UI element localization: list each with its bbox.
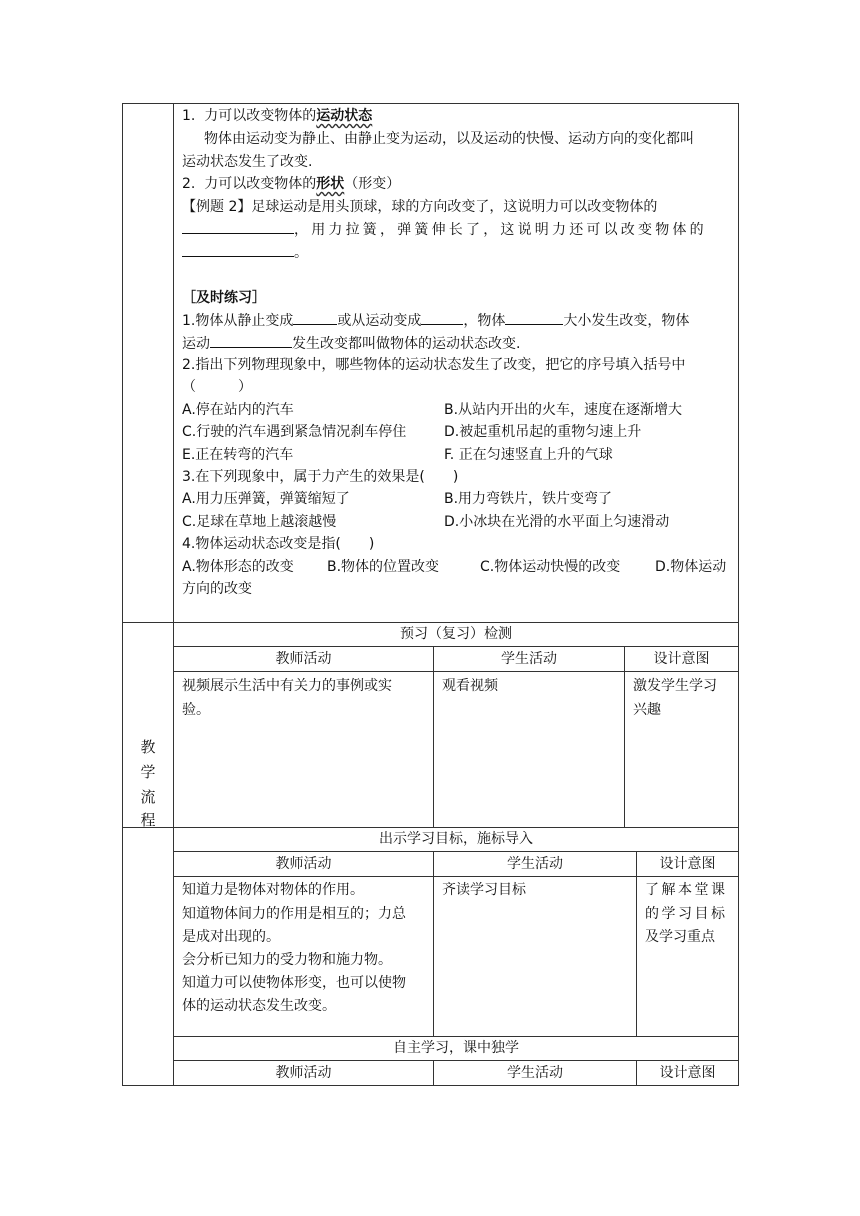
section-1-intent-text: 激发学生学习 — [633, 678, 717, 694]
section-1-title: 预习（复习）检测 — [173, 622, 739, 647]
question-2-option-e: E.正在转弯的汽车 — [182, 447, 294, 463]
question-2-option-d: D.被起重机吊起的重物匀速上升 — [444, 424, 642, 440]
answer-blank[interactable] — [210, 332, 292, 348]
example-line-1: 【例题 2】足球运动是用头顶球，球的方向改变了，这说明力可以改变物体的 — [182, 199, 658, 215]
section-2-title: 出示学习目标，施标导入 — [173, 827, 739, 852]
top-left-cell — [122, 103, 174, 623]
question-2-line-1: 2.指出下列物理现象中，哪些物体的运动状态发生了改变，把它的序号填入括号中 — [182, 357, 686, 373]
question-4-option-c: C.物体运动快慢的改变 — [480, 559, 621, 575]
section-2-teacher-text: 知道力是物体对物体的作用。 — [182, 882, 364, 898]
section-3-title: 自主学习，课中独学 — [173, 1036, 739, 1061]
question-3: 3.在下列现象中，属于力产生的效果是( ) — [182, 469, 459, 485]
flow-label-char: 程 — [140, 811, 156, 829]
section-1-teacher-text: 验。 — [182, 702, 210, 718]
section-3-col-teacher: 教师活动 — [173, 1060, 434, 1086]
section-1-intent-text: 兴趣 — [633, 702, 661, 718]
answer-blank[interactable] — [182, 241, 294, 257]
flow-label-char: 流 — [140, 788, 156, 806]
example-line-2: ，用力拉簧，弹簧伸长了，这说明力还可以改变物体的 — [182, 218, 707, 240]
answer-blank[interactable] — [293, 309, 337, 325]
heading-2: 2. 力可以改变物体的形状（形变） — [182, 176, 401, 192]
question-2-option-f: F. 正在匀速竖直上升的气球 — [444, 447, 613, 463]
question-2-option-b: B.从站内开出的火车，速度在逐渐增大 — [444, 402, 683, 418]
question-2-line-2: （ ） — [182, 379, 252, 395]
answer-blank[interactable] — [505, 309, 563, 325]
answer-blank[interactable] — [182, 218, 294, 234]
section-1-col-teacher: 教师活动 — [173, 646, 434, 672]
question-3-option-c: C.足球在草地上越滚越慢 — [182, 514, 337, 530]
section-2-intent-text: 了解本堂课 — [645, 882, 728, 898]
practice-title: ［及时练习］ — [182, 290, 266, 306]
question-3-option-d: D.小冰块在光滑的水平面上匀速滑动 — [444, 514, 670, 530]
question-4: 4.物体运动状态改变是指( ) — [182, 536, 375, 552]
section-1-col-intent: 设计意图 — [624, 646, 739, 672]
heading-2-emphasis: 形状 — [316, 176, 345, 192]
question-2-option-a: A.停在站内的汽车 — [182, 402, 294, 418]
section-1-teacher-text: 视频展示生活中有关力的事例或实 — [182, 678, 392, 694]
section-2-teacher-text: 体的运动状态发生改变。 — [182, 998, 336, 1014]
question-1-line-2: 运动 发生改变都叫做物体的运动状态改变. — [182, 332, 520, 354]
section-2-teacher-text: 知道物体间力的作用是相互的；力总 — [182, 906, 406, 922]
section-2-teacher-text: 会分析已知力的受力物和施力物。 — [182, 952, 392, 968]
flow-label-char: 学 — [140, 763, 156, 781]
section-2-col-intent: 设计意图 — [636, 851, 739, 877]
section-2-col-teacher: 教师活动 — [173, 851, 434, 877]
section-2-teacher-text: 是成对出现的。 — [182, 929, 280, 945]
question-2-option-c: C.行驶的汽车遇到紧急情况刹车停住 — [182, 424, 407, 440]
section-3-col-student: 学生活动 — [433, 1060, 637, 1086]
flow-left-cell-lower — [122, 827, 174, 1086]
section-1-col-student: 学生活动 — [433, 646, 625, 672]
section-1-student-text: 观看视频 — [442, 678, 498, 694]
paragraph-1-line-1: 物体由运动变为静止、由静止变为运动，以及运动的快慢、运动方向的变化都叫 — [204, 131, 694, 147]
section-2-student-text: 齐读学习目标 — [442, 882, 526, 898]
question-3-option-a: A.用力压弹簧，弹簧缩短了 — [182, 491, 350, 507]
question-4-option-b: B.物体的位置改变 — [327, 559, 440, 575]
paragraph-1-line-2: 运动状态发生了改变. — [182, 154, 313, 170]
question-4-option-a: A.物体形态的改变 — [182, 559, 294, 575]
question-4-option-d: D.物体运动 — [655, 559, 727, 575]
section-2-intent-text: 及学习重点 — [645, 929, 715, 945]
answer-blank[interactable] — [421, 309, 463, 325]
question-4-option-d-cont: 方向的改变 — [182, 581, 252, 597]
example-line-3: 。 — [182, 241, 308, 263]
flow-label-char: 教 — [140, 738, 156, 756]
section-2-teacher-text: 知道力可以使物体形变，也可以使物 — [182, 975, 406, 991]
section-2-intent-text: 的学习目标 — [645, 906, 728, 922]
question-1-line-1: 1.物体从静止变成 或从运动变成 ，物体 大小发生改变，物体 — [182, 309, 689, 331]
section-3-col-intent: 设计意图 — [636, 1060, 739, 1086]
heading-1: 1. 力可以改变物体的运动状态 — [182, 108, 373, 124]
question-3-option-b: B.用力弯铁片，铁片变弯了 — [444, 491, 613, 507]
section-2-col-student: 学生活动 — [433, 851, 637, 877]
heading-1-emphasis: 运动状态 — [316, 108, 373, 124]
